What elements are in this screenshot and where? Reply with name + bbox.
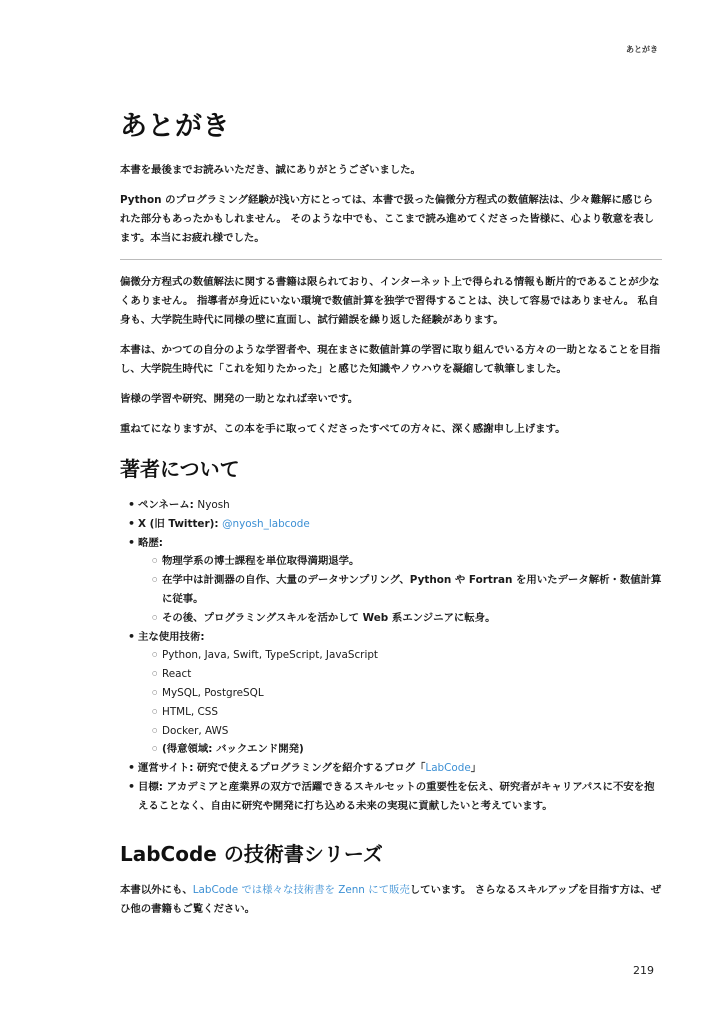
- series-heading: LabCode の技術書シリーズ: [120, 841, 383, 866]
- author-info-list: [120, 496, 662, 816]
- skills-label: 主な使用技術: [138, 630, 201, 643]
- afterword-paragraph-5: 皆様の学習や研究、開発の一助となれば幸いです。: [120, 393, 359, 405]
- afterword-paragraph-4: 本書は、かつての自分のような学習者や、現在まさに数値計算の学習に取り組んでいる方々の一助となることを目指し、大学院生時代に「これを知りたかった」と感じた知識やノウハウを凝縮して執筆しました。: [120, 344, 661, 375]
- afterword-paragraph-3: 偏微分方程式の数値解法に関する書籍は限られており、インターネット上で得られる情報も断片的であることが少なくありません。 指導者が身近にいない環境で数値計算を独学で習得することは、決して容易ではありません。 私自身も、大学院生時代に同様の壁に直面し、試行錯誤を繰り返した経験があります。: [120, 276, 660, 326]
- afterword-paragraph-6: 重ねてになりますが、この本を手に取ってくださったすべての方々に、深く感謝申し上げます。: [120, 423, 566, 435]
- history-item: ○ その後、プログラミングスキルを活かして Web 系エンジニアに転身。: [154, 609, 662, 628]
- skill-item: ○ HTML, CSS: [154, 703, 662, 722]
- goal-label: 目標: [138, 780, 159, 793]
- history-label: 略歴: [138, 536, 159, 549]
- skill-item: ○ MySQL, PostgreSQL: [154, 684, 662, 703]
- list-item-goal: • 目標: アカデミアと産業界の双方で活躍できるスキルセットの重要性を伝え、研究者がキャリアパスに不安を抱えることなく、自由に研究や開発に打ち込める未来の実現に貢献したいと考えています。: [130, 778, 662, 816]
- history-sublist: [138, 552, 662, 627]
- about-author-heading: 著者について: [120, 457, 240, 481]
- site-text-after: 」: [470, 762, 482, 775]
- x-account-label: X (旧 Twitter): [138, 517, 215, 530]
- afterword-paragraph-1: 本書を最後までお読みいただき、誠にありがとうございました。: [120, 164, 421, 176]
- list-item-site: • 運営サイト: 研究で使えるプログラミングを紹介するブログ「LabCode」: [130, 759, 662, 778]
- skill-item: ○ React: [154, 665, 662, 684]
- labcode-link[interactable]: LabCode: [425, 762, 471, 775]
- x-account-link[interactable]: @nyosh_labcode: [222, 517, 310, 530]
- skills-sublist: [138, 646, 662, 759]
- series-text-after: しています。 さらなるスキルアップを目指す方は、ぜひ他の書籍もご覧ください。: [120, 883, 662, 915]
- skill-item: ○ Docker, AWS: [154, 722, 662, 741]
- history-item: ○ 在学中は計測器の自作、大量のデータサンプリング、Python や Fortran を用いたデータ解析・数値計算に従事。: [154, 571, 662, 609]
- list-item-skills: • 主な使用技術: ○ Python, Java, Swift, TypeScript, JavaScript ○ React ○ MySQL, PostgreSQL ○ HTML, CSS ○ Docker, AWS ○ (得意領域: バックエンド開発): [130, 628, 662, 760]
- horizontal-rule: [120, 259, 662, 260]
- site-text-before: 研究で使えるプログラミングを紹介するブログ「: [197, 762, 426, 775]
- goal-value: アカデミアと産業界の双方で活躍できるスキルセットの重要性を伝え、研究者がキャリアパスに不安を抱えることなく、自由に研究や開発に打ち込める未来の実現に貢献したいと考えています。: [138, 780, 655, 812]
- series-paragraph: [120, 881, 662, 919]
- skill-item: ○ (得意領域: バックエンド開発): [154, 740, 662, 759]
- pen-name-value: Nyosh: [197, 499, 230, 511]
- page-title: あとがき: [120, 111, 230, 142]
- site-label: 運営サイト: [138, 762, 190, 775]
- page-content: [120, 100, 662, 930]
- page-number: 219: [633, 964, 654, 977]
- pen-name-label: ペンネーム: [138, 499, 190, 511]
- list-item-pen-name: • ペンネーム: Nyosh: [130, 496, 662, 515]
- zenn-books-link[interactable]: LabCode では様々な技術書を Zenn にて販売: [192, 883, 410, 896]
- history-item: ○ 物理学系の博士課程を単位取得満期退学。: [154, 552, 662, 571]
- skill-item: ○ Python, Java, Swift, TypeScript, JavaScript: [154, 646, 662, 665]
- series-text-before: 本書以外にも、: [120, 883, 193, 896]
- list-item-history: • 略歴: ○ 物理学系の博士課程を単位取得満期退学。 ○ 在学中は計測器の自作、大量のデータサンプリング、Python や Fortran を用いたデータ解析・数値計算に従事。 ○ その後、プログラミングスキルを活かして Web 系エンジニアに転身。: [130, 534, 662, 628]
- list-item-x-account: • X (旧 Twitter): @nyosh_labcode: [130, 515, 662, 534]
- running-header: あとがき: [626, 45, 658, 54]
- afterword-paragraph-2: Python のプログラミング経験が浅い方にとっては、本書で扱った偏微分方程式の数値解法は、少々難解に感じられた部分もあったかもしれません。 そのような中でも、ここまで読み進めてくださった皆様に、心より敬意を表します。本当にお疲れ様でした。: [120, 194, 655, 244]
